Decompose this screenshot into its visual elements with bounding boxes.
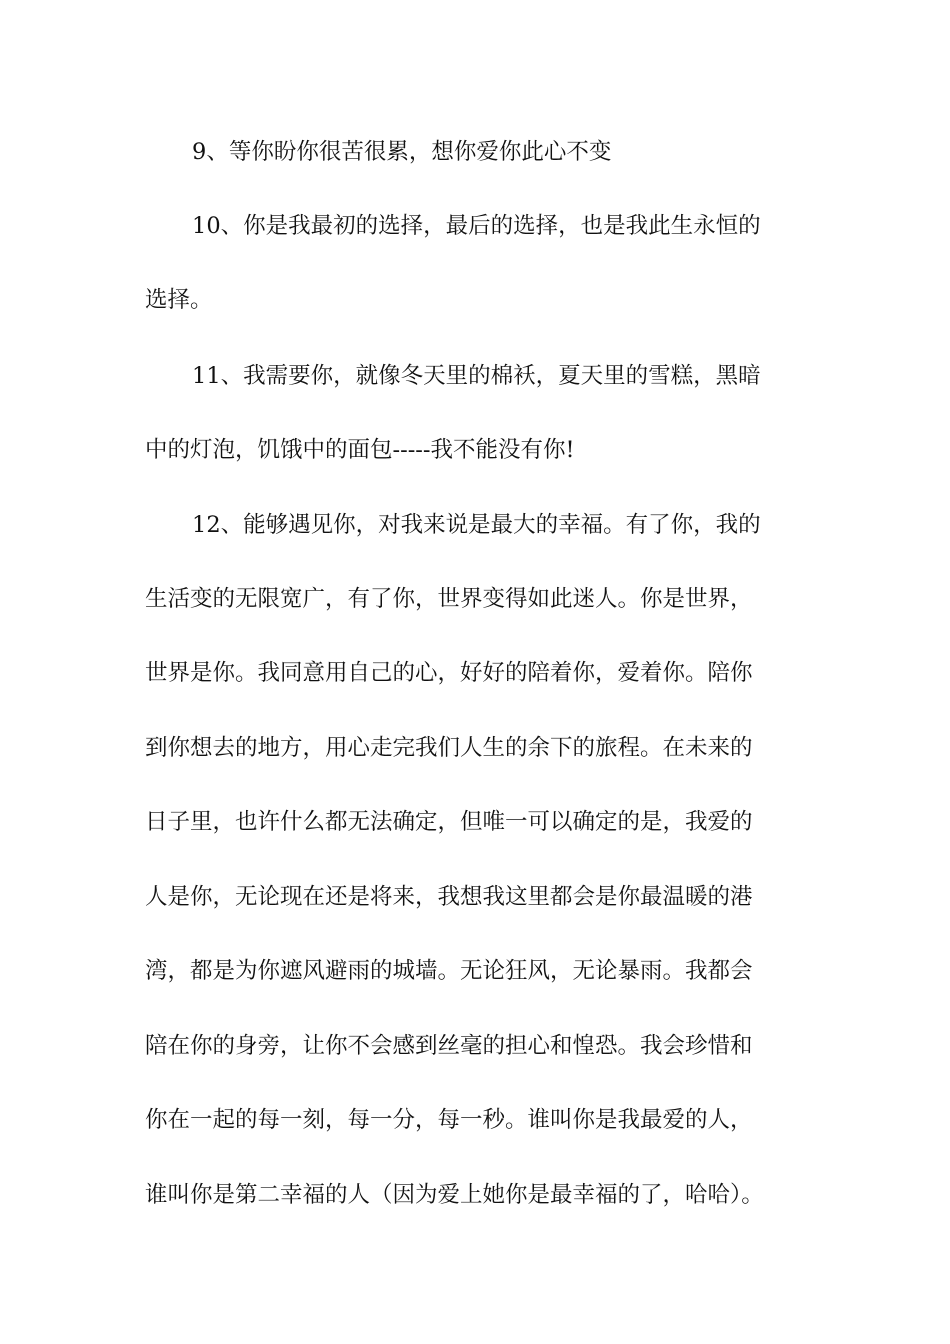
- text-line-item-11-start: 11、我需要你，就像冬天里的棉袄，夏天里的雪糕，黑暗: [192, 363, 761, 389]
- text-line: 陪在你的身旁，让你不会感到丝毫的担心和惶恐。我会珍惜和: [145, 1033, 753, 1059]
- text-line: 人是你，无论现在还是将来，我想我这里都会是你最温暖的港: [145, 884, 753, 910]
- text-line-item-10-end: 选择。: [145, 287, 213, 313]
- text-line: 谁叫你是第二幸福的人（因为爱上她你是最幸福的了，哈哈）。: [145, 1182, 764, 1208]
- text-line-item-12-start: 12、能够遇见你，对我来说是最大的幸福。有了你，我的: [192, 512, 761, 538]
- text-line: 世界是你。我同意用自己的心，好好的陪着你，爱着你。陪你: [145, 660, 753, 686]
- text-line: 你在一起的每一刻，每一分，每一秒。谁叫你是我最爱的人，: [145, 1107, 753, 1133]
- text-line-item-10-start: 10、你是我最初的选择，最后的选择，也是我此生永恒的: [192, 213, 761, 239]
- text-line: 生活变的无限宽广，有了你，世界变得如此迷人。你是世界，: [145, 586, 753, 612]
- text-line: 到你想去的地方，用心走完我们人生的余下的旅程。在未来的: [145, 735, 753, 761]
- text-line-item-11-end: 中的灯泡，饥饿中的面包-----我不能没有你!: [145, 437, 575, 463]
- text-line: 湾，都是为你遮风避雨的城墙。无论狂风，无论暴雨。我都会: [145, 958, 753, 984]
- text-line: 日子里，也许什么都无法确定，但唯一可以确定的是，我爱的: [145, 809, 753, 835]
- text-line-item-9: 9、等你盼你很苦很累，想你爱你此心不变: [192, 139, 612, 165]
